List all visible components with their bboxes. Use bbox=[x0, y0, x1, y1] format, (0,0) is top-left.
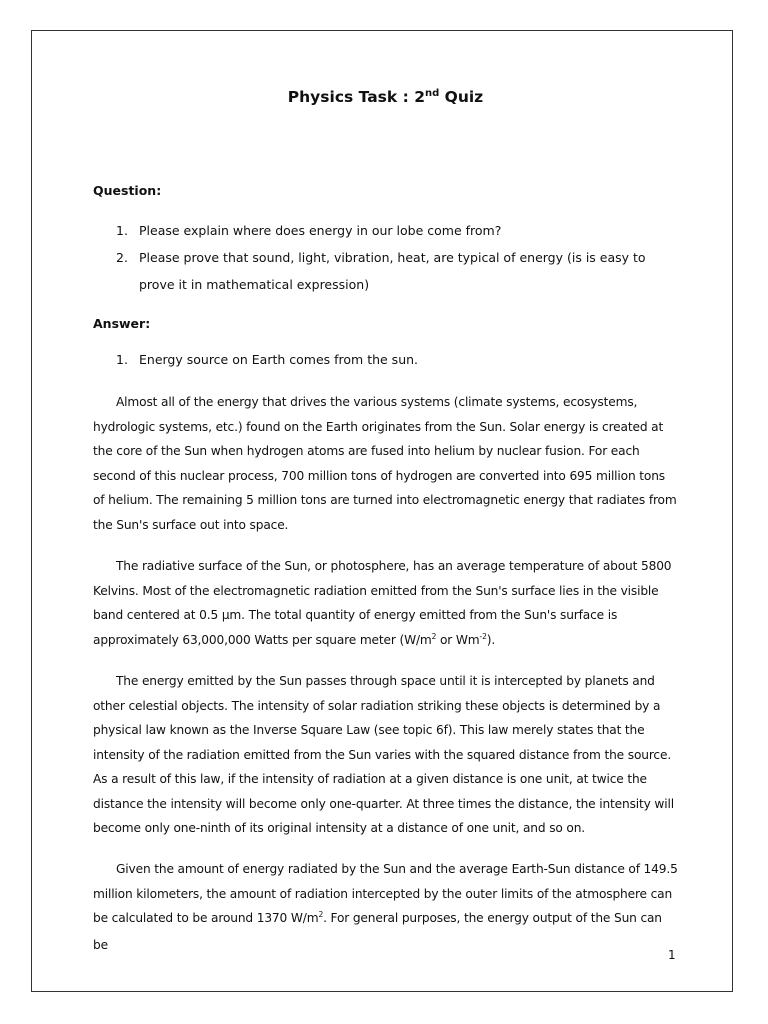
paragraph-inverse-square: The energy emitted by the Sun passes through space until it is intercepted by planets and other celestial objects. The intensity of solar radiation striking these objects is determined by a physical law known as the Inverse Square Law (see topic 6f). This law merely states that the intensity of the radiation emitted from the Sun varies with the squared distance from the source. As a result of this law, if the intensity of radiation at a given distance is one unit, at twice the distance the intensity will become only one-quarter. At three times the distance, the intensity will become only one-ninth of its original intensity at a distance of one unit, and so on. bbox=[93, 674, 674, 835]
paragraph-solar-origin: Almost all of the energy that drives the various systems (climate systems, ecosystems, hydrologic systems, etc.) found on the Earth originates from the Sun. Solar energy is created at the core of the Sun when hydrogen atoms are fused into helium by nuclear fusion. For each second of this nuclear process, 700 million tons of hydrogen are converted into 695 million tons of helium. The remaining 5 million tons are turned into electromagnetic energy that radiates from the Sun's surface out into space. bbox=[93, 395, 677, 532]
paragraph-photosphere: The radiative surface of the Sun, or photosphere, has an average temperature of about 5800 Kelvins. Most of the electromagnetic radiation emitted from the Sun's surface lies in the visible band centered at 0.5 µm. The total quantity of energy emitted from the Sun's surface is approximately 63,000,000 Watts per square meter ($W/m^2$ or $Wm^{-2}$). bbox=[93, 559, 672, 647]
question-label: Question: bbox=[93, 183, 162, 198]
page-number: 1 bbox=[668, 948, 676, 962]
paragraph-energy-radiated: Given the amount of energy radiated by the Sun and the average Earth-Sun distance of 149.5 million kilometers, the amount of radiation intercepted by the outer limits of the atmosphere can be calculated to be around 1370 $W/m^2$. For general purposes, the energy output of the Sun can be bbox=[93, 862, 678, 952]
page-title: Physics Task : 2nd Quiz bbox=[287, 88, 484, 106]
answer-label: Answer: bbox=[93, 316, 151, 331]
